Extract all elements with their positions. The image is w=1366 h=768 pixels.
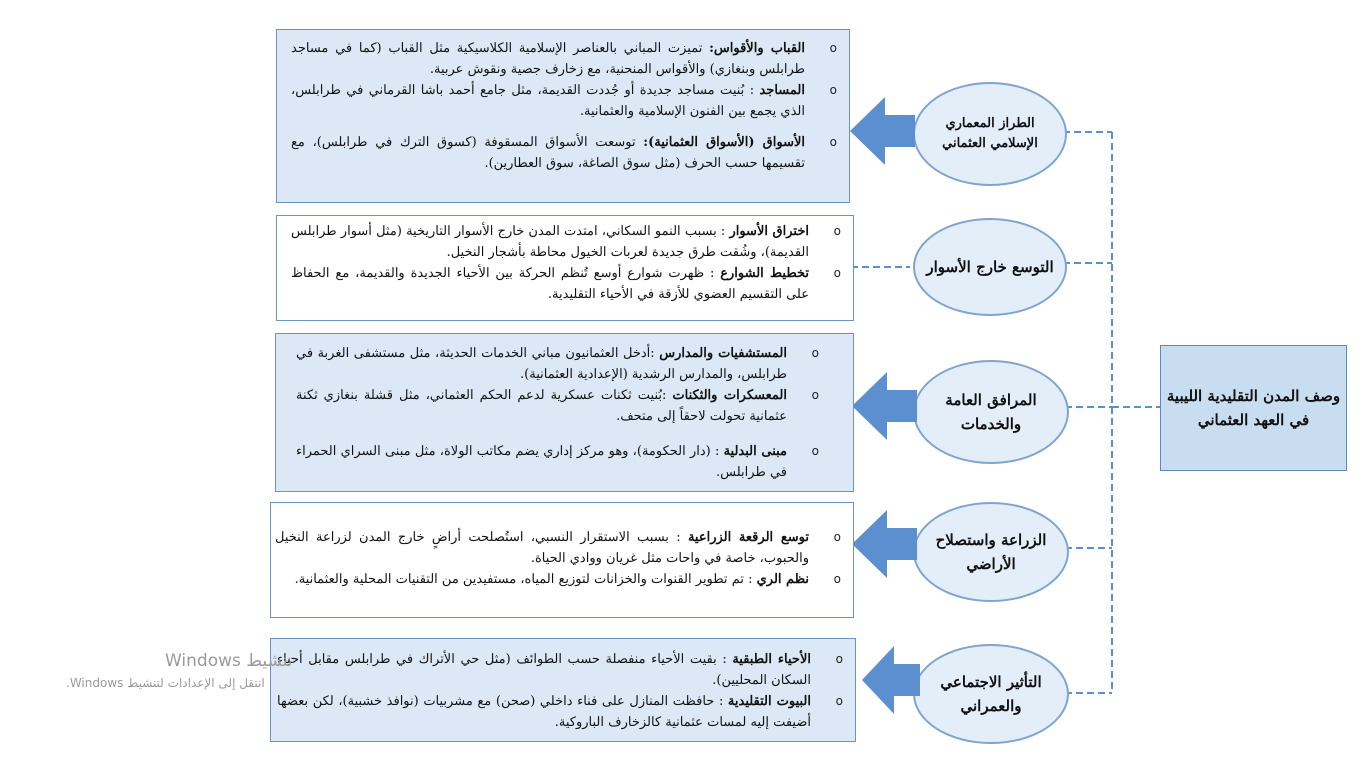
branch-node-expansion	[913, 218, 1067, 316]
details-box-architecture	[276, 29, 850, 203]
detail-item: o المساجد : بُنيت مساجد جديدة أو جُددت القديمة، مثل جامع أحمد باشا القرماني في طرابلس، الذي يجمع بين الفنون الإسلامية والعثمانية.	[291, 80, 805, 122]
detail-item: o مبنى البدلية : (دار الحكومة)، وهو مركز إداري يضم مكاتب الولاة، مثل مبنى السراي الحمراء في طرابلس.	[296, 441, 787, 483]
detail-item: o نظم الري : تم تطوير القنوات والخزانات لتوزيع المياه، مستفيدين من التقنيات المحلية والعثمانية.	[275, 569, 809, 590]
arrow-left-icon	[862, 644, 920, 716]
detail-item: o تخطيط الشوارع : ظهرت شوارع أوسع تُنظم الحركة بين الأحياء الجديدة والقديمة، مع الحفاظ على التقسيم العضوي للأزقة في الأحياء التقليدية.	[291, 263, 809, 305]
branch-label: الزراعة واستصلاح الأراضي	[935, 531, 1047, 573]
detail-item: o الأسواق (الأسواق العثمانية): توسعت الأسواق المسقوفة (كسوق الترك في طرابلس)، مع تقسيمها حسب الحرف (مثل سوق الصاغة، سوق العطارين).	[291, 132, 805, 174]
arrow-left-icon	[852, 370, 917, 442]
root-title-box	[1160, 345, 1347, 471]
detail-item: o المستشفيات والمدارس :أدخل العثمانيون مباني الخدمات الحديثة، مثل مستشفى الغربة في طرابلس، والمدارس الرشدية (الإعدادية العثمانية).	[296, 343, 787, 385]
branch-label: التأثير الاجتماعي والعمراني	[940, 673, 1042, 715]
branch-label: التوسع خارج الأسوار	[926, 258, 1054, 276]
branch-label: الطراز المعماري الإسلامي العثماني	[942, 116, 1038, 151]
activation-watermark-subtitle: انتقل إلى الإعدادات لتنشيط Windows.	[66, 676, 265, 690]
activation-watermark-title: Windows تنشيط	[165, 651, 293, 671]
branch-node-architecture	[913, 82, 1067, 186]
details-box-facilities	[275, 333, 854, 492]
details-box-agriculture	[270, 502, 854, 618]
detail-item: o البيوت التقليدية : حافظت المنازل على فناء داخلي (صحن) مع مشربيات (نوافذ خشبية)، لكن بعضها أضيفت إليه لمسات عثمانية كالزخارف الباروكية.	[277, 691, 811, 733]
detail-item: o القباب والأقواس: تميزت المباني بالعناصر الإسلامية الكلاسيكية مثل القباب (كما في مساجد طرابلس وبنغازي) والأقواس المنحنية، مع زخارف جصية ونقوش عربية.	[291, 38, 805, 80]
root-title: وصف المدن التقليدية الليبية في العهد العثماني	[1166, 387, 1341, 429]
detail-item: o المعسكرات والثكنات :بُنيت ثكنات عسكرية لدعم الحكم العثماني، مثل قشلة بنغازي ثكنة عثمانية تحولت لاحقاً إلى متحف.	[296, 385, 787, 427]
details-box-social	[270, 638, 856, 742]
branch-node-social	[913, 644, 1069, 744]
detail-item: o توسع الرقعة الزراعية : بسبب الاستقرار النسبي، استُصلحت أراضٍ خارج المدن لزراعة النخيل والحبوب، خاصة في واحات مثل غريان ووادي الحياة.	[275, 527, 809, 569]
branch-node-agriculture	[913, 502, 1069, 602]
arrow-left-icon	[850, 95, 915, 167]
detail-item: o الأحياء الطبقية : بقيت الأحياء منفصلة حسب الطوائف (مثل حي الأتراك في طرابلس مقابل أحياء السكان المحليين).	[277, 649, 811, 691]
branch-label: المرافق العامة والخدمات	[945, 391, 1037, 433]
branch-node-facilities	[913, 360, 1069, 464]
detail-item: o اختراق الأسوار : بسبب النمو السكاني، امتدت المدن خارج الأسوار التاريخية (مثل أسوار طرابلس القديمة)، وشُقت طرق جديدة لعربات الخيول محاطة بأشجار النخيل.	[291, 221, 809, 263]
arrow-left-icon	[852, 508, 917, 580]
details-box-expansion	[276, 215, 854, 321]
